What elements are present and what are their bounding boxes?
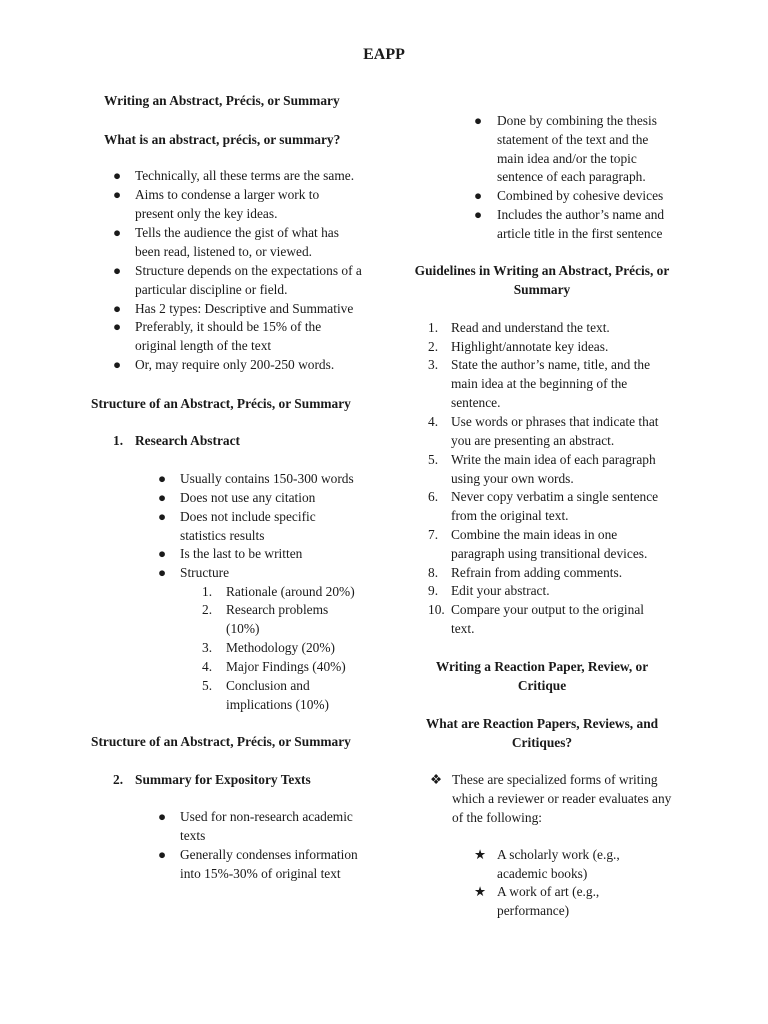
research-abstract-label: Research Abstract [135, 433, 240, 448]
guidelines-heading: Guidelines in Writing an Abstract, Précis, or Summary [414, 263, 670, 297]
bullet-icon: ● [158, 471, 167, 486]
bullet-icon: ● [113, 187, 122, 202]
bullet-icon: ● [158, 847, 167, 862]
bullet-icon: ● [158, 565, 167, 580]
bullet-icon: ● [474, 207, 483, 222]
question-what-is-abstract: What is an abstract, précis, or summary? [104, 132, 341, 147]
star-icon: ★ [474, 847, 487, 862]
bullet-icon: ● [113, 357, 122, 372]
diamond-icon: ❖ [430, 772, 443, 787]
heading-writing-abstract: Writing an Abstract, Précis, or Summary [104, 93, 340, 108]
reaction-heading: Writing a Reaction Paper, Review, or Critique [435, 659, 649, 693]
bullet-icon: ● [158, 546, 167, 561]
bullet-icon: ● [474, 113, 483, 128]
structure-heading: Structure of an Abstract, Précis, or Summary [91, 396, 351, 411]
bullet-icon: ● [474, 188, 483, 203]
bullet-icon: ● [113, 301, 122, 316]
bullet-icon: ● [158, 509, 167, 524]
research-abstract-number: 1. [113, 433, 124, 448]
reaction-question: What are Reaction Papers, Reviews, and Critiques? [425, 716, 659, 750]
bullet-icon: ● [113, 168, 122, 183]
structure-heading: Structure of an Abstract, Précis, or Summary [91, 734, 351, 749]
page-title: EAPP [363, 46, 405, 63]
bullet-icon: ● [113, 319, 122, 334]
star-icon: ★ [474, 884, 487, 899]
summary-expository-number: 2. [113, 772, 124, 787]
bullet-icon: ● [158, 809, 167, 824]
bullet-icon: ● [113, 263, 122, 278]
bullet-icon: ● [113, 225, 122, 240]
summary-expository-label: Summary for Expository Texts [135, 772, 311, 787]
bullet-icon: ● [158, 490, 167, 505]
